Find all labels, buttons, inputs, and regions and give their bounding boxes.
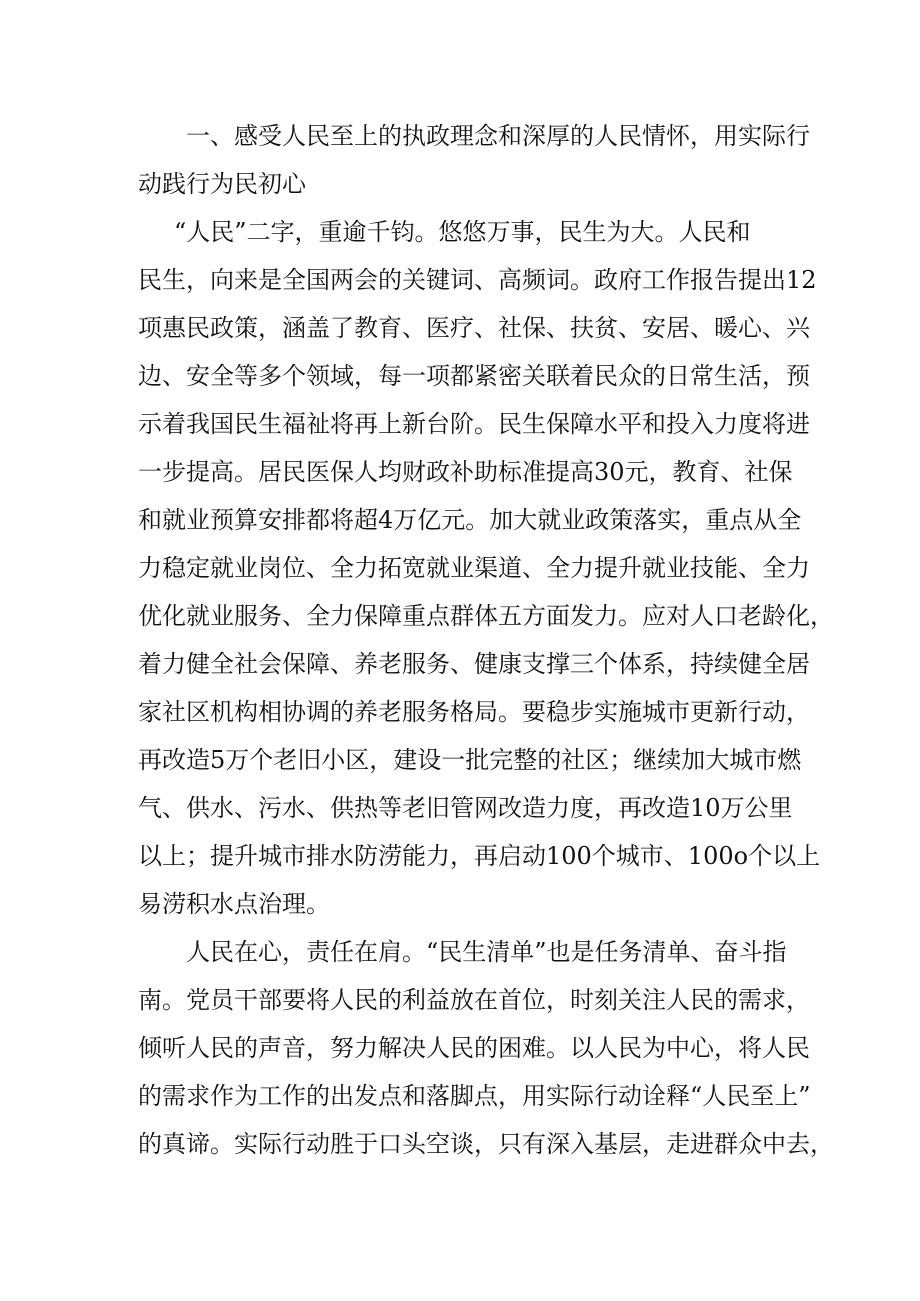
paragraph-1-line-6: 一步提高。居民医保人均财政补助标准提高30元，教育、社保 (138, 458, 793, 486)
paragraph-2-line-5: 的真谛。实际行动胜于口头空谈，只有深入基层，走进群众中去， (138, 1130, 834, 1158)
paragraph-1-line-9: 优化就业服务、全力保障重点群体五方面发力。应对人口老龄化， (138, 602, 834, 630)
paragraph-2-line-4: 的需求作为工作的出发点和落脚点，用实际行动诠释“人民至上” (138, 1082, 811, 1110)
paragraph-1-line-3: 项惠民政策，涵盖了教育、医疗、社保、扶贫、安居、暖心、兴 (138, 314, 810, 342)
paragraph-1-line-4: 边、安全等多个领域，每一项都紧密关联着民众的日常生活，预 (138, 362, 810, 390)
paragraph-1-line-1: “人民”二字，重逾千钧。悠悠万事，民生为大。人民和 (174, 218, 751, 246)
paragraph-1-line-11: 家社区机构相协调的养老服务格局。要稳步实施城市更新行动， (138, 698, 810, 726)
paragraph-1-line-5: 示着我国民生福祉将再上新台阶。民生保障水平和投入力度将进 (138, 410, 810, 438)
paragraph-2-line-2: 南。党员干部要将人民的利益放在首位，时刻关注人民的需求， (138, 986, 810, 1014)
paragraph-1-line-15: 易涝积水点治理。 (138, 890, 330, 918)
heading-line-1: 一、感受人民至上的执政理念和深厚的人民情怀，用实际行 (186, 122, 810, 150)
paragraph-1-line-10: 着力健全社会保障、养老服务、健康支撑三个体系，持续健全居 (138, 650, 810, 678)
heading-line-2: 动践行为民初心 (138, 170, 306, 198)
paragraph-2-line-3: 倾听人民的声音，努力解决人民的困难。以人民为中心，将人民 (138, 1034, 810, 1062)
paragraph-1-line-2: 民生，向来是全国两会的关键词、高频词。政府工作报告提出12 (138, 266, 817, 294)
paragraph-1-line-13: 气、供水、污水、供热等老旧管网改造力度，再改造10万公里 (138, 794, 793, 822)
paragraph-1-line-14: 以上；提升城市排水防涝能力，再启动100个城市、100o个以上 (138, 842, 821, 870)
paragraph-1-line-7: 和就业预算安排都将超4万亿元。加大就业政策落实，重点从全 (138, 506, 802, 534)
paragraph-1-line-8: 力稳定就业岗位、全力拓宽就业渠道、全力提升就业技能、全力 (138, 554, 810, 582)
paragraph-1-line-12: 再改造5万个老旧小区，建设一批完整的社区；继续加大城市燃 (138, 746, 802, 774)
paragraph-2-line-1: 人民在心，责任在肩。“民生清单”也是任务清单、奋斗指 (186, 938, 787, 966)
